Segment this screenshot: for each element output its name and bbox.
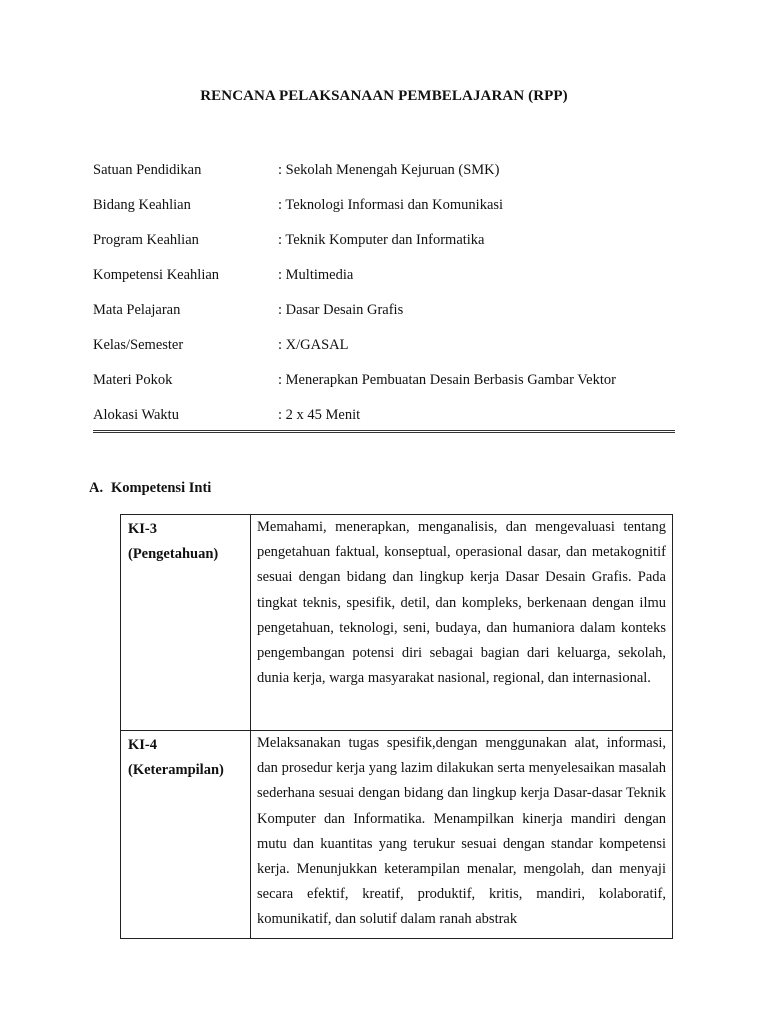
section-letter: A. [89, 480, 104, 496]
info-label: Mata Pelajaran [93, 302, 181, 318]
info-label: Materi Pokok [93, 372, 173, 388]
info-row-kelas-semester [93, 333, 675, 368]
ki-description: Memahami, menerapkan, menganalisis, dan mengevaluasi tentang pengetahuan faktual, konseptual, operasional dasar, dan metakognitif sesuai dengan bidang dan lingkup kerja Dasar Desain Grafis. Pada tingkat teknis, spesifik, detil, dan kompleks, berkenaan dengan ilmu pengetahuan, teknologi, seni, budaya, dan humaniora dalam konteks pengembangan potensi diri sebagai bagian dari keluarga, sekolah, dunia kerja, warga masyarakat nasional, regional, dan internasional. [251, 515, 673, 731]
info-value: : Sekolah Menengah Kejuruan (SMK) [278, 162, 500, 178]
info-label: Kompetensi Keahlian [93, 267, 220, 283]
info-row-mata-pelajaran [93, 298, 675, 333]
ki-aspect: (Keterampilan) [128, 762, 224, 778]
section-heading-kompetensi-inti [89, 480, 211, 497]
info-row-alokasi-waktu [93, 403, 675, 428]
table-row [121, 731, 673, 939]
info-row-satuan-pendidikan [93, 158, 675, 193]
identity-table [93, 158, 675, 433]
info-row-kompetensi-keahlian [93, 263, 675, 298]
table-row [121, 515, 673, 731]
info-row-program-keahlian [93, 228, 675, 263]
info-row-bidang-keahlian [93, 193, 675, 228]
ki-code-cell [121, 515, 251, 731]
ki-code: KI-4 [128, 737, 157, 753]
info-value: : Menerapkan Pembuatan Desain Berbasis Gambar Vektor [278, 372, 616, 388]
kompetensi-inti-table [120, 514, 673, 939]
info-value: : Teknologi Informasi dan Komunikasi [278, 197, 504, 213]
info-value: : 2 x 45 Menit [278, 407, 361, 423]
info-value: : X/GASAL [278, 337, 349, 353]
document-title: RENCANA PELAKSANAAN PEMBELAJARAN (RPP) [200, 88, 568, 104]
ki-code-cell [121, 731, 251, 939]
info-label: Bidang Keahlian [93, 197, 191, 213]
section-title: Kompetensi Inti [111, 480, 212, 496]
info-label: Satuan Pendidikan [93, 162, 202, 178]
ki-aspect: (Pengetahuan) [128, 546, 219, 562]
info-value: : Teknik Komputer dan Informatika [278, 232, 485, 248]
info-value: : Multimedia [278, 267, 354, 283]
info-row-materi-pokok [93, 368, 675, 403]
info-label: Kelas/Semester [93, 337, 184, 353]
ki-code: KI-3 [128, 521, 157, 537]
info-label: Program Keahlian [93, 232, 199, 248]
info-label: Alokasi Waktu [93, 407, 179, 423]
ki-description: Melaksanakan tugas spesifik,dengan menggunakan alat, informasi, dan prosedur kerja yang lazim dilakukan serta menyelesaikan masalah sederhana sesuai dengan bidang dan lingkup kerja Dasar-dasar Teknik Komputer dan Informatika. Menampilkan kinerja mandiri dengan mutu dan kuantitas yang terukur sesuai dengan standar kompetensi kerja. Menunjukkan keterampilan menalar, mengolah, dan menyaji secara efektif, kreatif, produktif, kritis, mandiri, kolaboratif, komunikatif, dan solutif dalam ranah abstrak [251, 731, 673, 939]
info-value: : Dasar Desain Grafis [278, 302, 404, 318]
